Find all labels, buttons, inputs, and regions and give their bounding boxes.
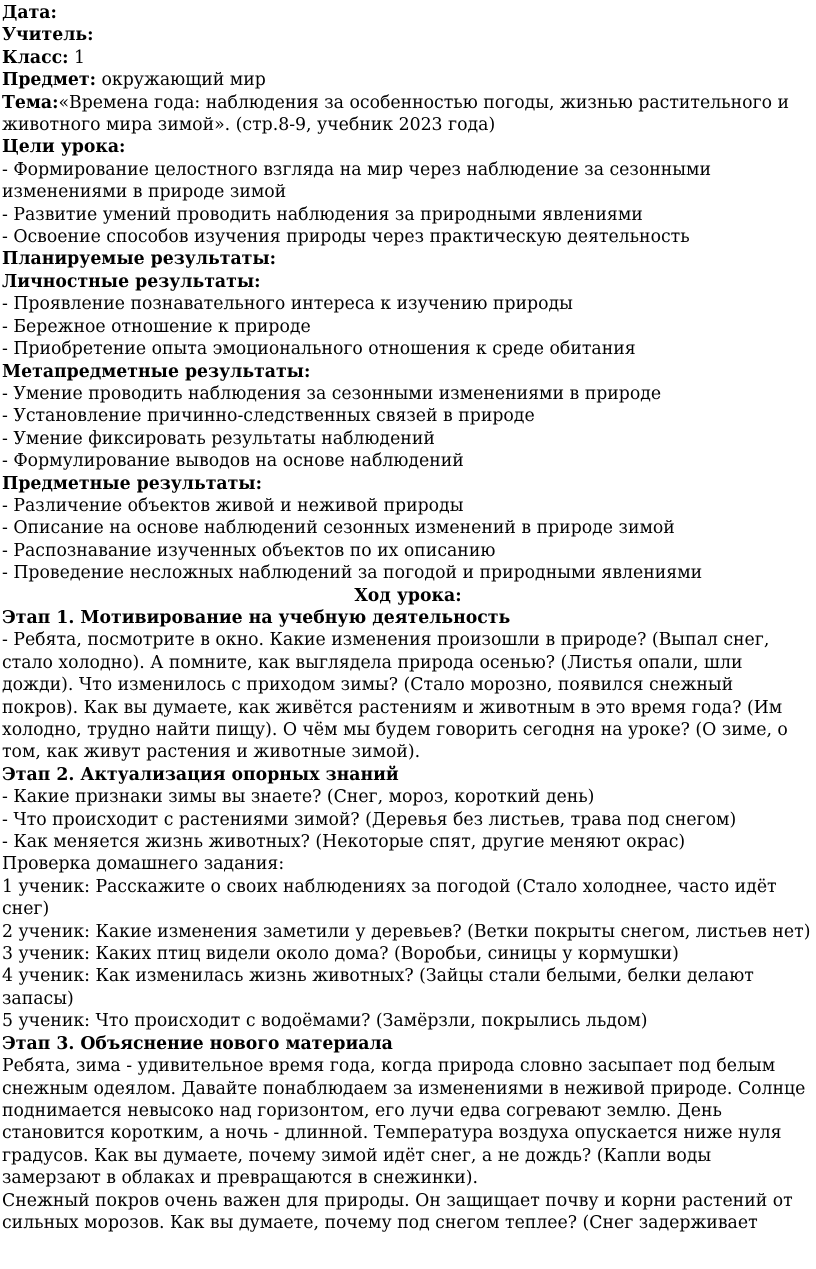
class-line xyxy=(2,47,814,69)
homework-item: 3 ученик: Каких птиц видели около дома? (Воробьи, синицы у кормушки) xyxy=(2,944,679,965)
homework-item: 1 ученик: Расскажите о своих наблюдениях за погодой (Стало холоднее, часто идёт снег) xyxy=(2,876,777,920)
meta-results-heading: Метапредметные результаты: xyxy=(2,361,311,382)
meta-result-item: - Формулирование выводов на основе наблюдений xyxy=(2,451,464,472)
meta-result-item: - Умение фиксировать результаты наблюдений xyxy=(2,428,435,449)
personal-results-heading: Личностные результаты: xyxy=(2,271,261,292)
class-label: Класс: xyxy=(2,47,69,68)
goal-item: - Освоение способов изучения природы через практическую деятельность xyxy=(2,227,690,248)
stage3-heading: Этап 3. Объяснение нового материала xyxy=(2,1033,393,1054)
teacher-label: Учитель: xyxy=(2,25,94,46)
subject-result-item: - Проведение несложных наблюдений за погодой и природными явлениями xyxy=(2,563,703,584)
stage1-heading: Этап 1. Мотивирование на учебную деятельность xyxy=(2,607,511,628)
stage2-heading: Этап 2. Актуализация опорных знаний xyxy=(2,764,399,785)
lesson-progress-heading: Ход урока: xyxy=(354,585,462,606)
goal-item: - Формирование целостного взгляда на мир через наблюдение за сезонными изменениями в природе зимой xyxy=(2,159,711,203)
personal-result-item: - Бережное отношение к природе xyxy=(2,316,311,337)
homework-item: 5 ученик: Что происходит с водоёмами? (Замёрзли, покрылись льдом) xyxy=(2,1011,648,1032)
subject-result-item: - Различение объектов живой и неживой природы xyxy=(2,495,464,516)
meta-result-item: - Умение проводить наблюдения за сезонными изменениями в природе xyxy=(2,383,662,404)
subject-value: окружающий мир xyxy=(101,70,266,91)
topic-line xyxy=(2,92,814,137)
subject-label: Предмет: xyxy=(2,70,97,91)
class-value: 1 xyxy=(74,47,86,68)
subject-results-heading: Предметные результаты: xyxy=(2,473,263,494)
homework-heading: Проверка домашнего задания: xyxy=(2,854,285,875)
lesson-plan-document xyxy=(2,2,814,1234)
stage1-text: - Ребята, посмотрите в окно. Какие изменения произошли в природе? (Выпал снег, стало холодно). А помните, как выглядела природа осенью? (Листья опали, шли дожди). Что изменилось с приходом зимы? (Стало морозно, появился снежный покров). Как вы думаете, как живётся растениям и животным в это время года? (Им холодно, трудно найти пищу). О чём мы будем говорить сегодня на уроке? (О зиме, о том, как живут растения и животные зимой). xyxy=(2,630,788,763)
goal-item: - Развитие умений проводить наблюдения за природными явлениями xyxy=(2,204,643,225)
meta-result-item: - Установление причинно-следственных связей в природе xyxy=(2,406,535,427)
homework-item: 4 ученик: Как изменилась жизнь животных? (Зайцы стали белыми, белки делают запасы) xyxy=(2,966,754,1009)
subject-line xyxy=(2,69,814,91)
stage2-question: - Как меняется жизнь животных? (Некоторые спят, другие меняют окрас) xyxy=(2,832,686,853)
personal-result-item: - Приобретение опыта эмоционального отношения к среде обитания xyxy=(2,339,636,360)
subject-result-item: - Распознавание изученных объектов по их описанию xyxy=(2,540,496,561)
date-label: Дата: xyxy=(2,3,57,23)
personal-result-item: - Проявление познавательного интереса к изучению природы xyxy=(2,294,573,315)
stage2-question: - Что происходит с растениями зимой? (Деревья без листьев, трава под снегом) xyxy=(2,809,737,830)
homework-item: 2 ученик: Какие изменения заметили у деревьев? (Ветки покрыты снегом, листьев нет) xyxy=(2,921,811,942)
goals-heading: Цели урока: xyxy=(2,137,126,158)
topic-label: Тема: xyxy=(2,92,59,113)
stage3-paragraph: Снежный покров очень важен для природы. Он защищает почву и корни растений от сильных морозов. Как вы думаете, почему под снегом теплее? (Снег задерживает xyxy=(2,1190,793,1233)
stage2-question: - Какие признаки зимы вы знаете? (Снег, мороз, короткий день) xyxy=(2,787,595,808)
topic-value: «Времена года: наблюдения за особенностью погоды, жизнью растительного и животного мира зимой». (стр.8-9, учебник 2023 года) xyxy=(2,92,789,136)
subject-result-item: - Описание на основе наблюдений сезонных изменений в природе зимой xyxy=(2,518,675,539)
stage3-paragraph: Ребята, зима - удивительное время года, когда природа словно засыпает под белым снежным одеялом. Давайте понаблюдаем за изменениями в неживой природе. Солнце поднимается невысоко над горизонтом, его лучи едва согревают землю. День становится коротким, а ночь - длинной. Температура воздуха опускается ниже нуля градусов. Как вы думаете, почему зимой идёт снег, а не дождь? (Капли воды замерзают в облаках и превращаются в снежинки). xyxy=(2,1056,806,1189)
planned-results-heading: Планируемые результаты: xyxy=(2,249,277,270)
